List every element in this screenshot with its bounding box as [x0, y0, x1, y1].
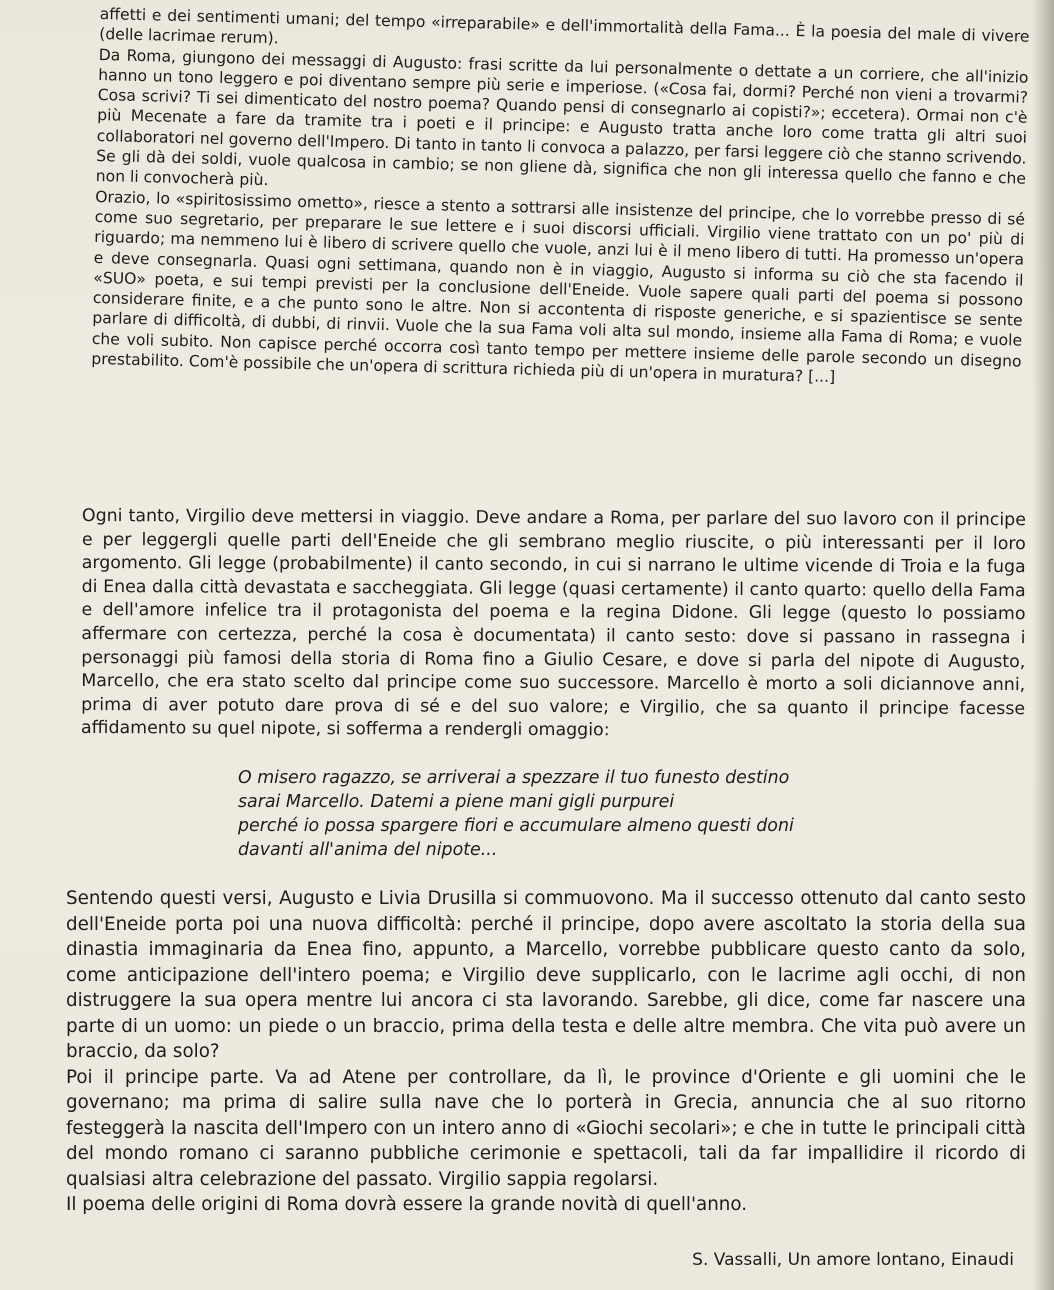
paragraph: affetti e dei sentimenti umani; del tempo «irreparabile» e dell'immortalità della Fama... È la poesia del male di vivere (delle lacrimae rerum).	[99, 4, 1030, 48]
poem-line: O misero ragazzo, se arriverai a spezzare il tuo funesto destino	[238, 768, 790, 788]
paragraph: Poi il principe parte. Va ad Atene per controllare, da lì, le province d'Oriente e gli uomini che le governano; ma prima di salire sulla nave che lo porterà in Grecia, annuncia che al suo ritorno festeggerà la nascita dell'Impero con un intero anno di «Giochi secolari»; e che in tutte le principali città del mondo romano ci saranno pubbliche cerimonie e spettacoli, tali da far impallidire il ricordo di qualsiasi altra celebrazione del passato. Virgilio sappia regolarsi.	[66, 1066, 1026, 1190]
poem-quote	[238, 766, 898, 862]
paragraph: Orazio, lo «spiritosissimo ometto», riesce a stento a sottrarsi alle insistenze del principe, che lo vorrebbe presso di sé come suo segretario, per preparare le sue lettere e i suoi discorsi ufficiali. Virgilio viene trattato con un po' più di riguardo; ma nemmeno lui è libero di scrivere quello che vuole, anzi lui è il meno libero di tutti. Ha promesso un'opera e deve consegnarla. Quasi ogni settimana, quando non è in viaggio, Augusto si informa su ciò che sta facendo il «SUO» poeta, e sui tempi previsti per la conclusione dell'Eneide. Vuole sapere quali parti del poema si possono considerare finite, e a che punto sono le altre. Non si accontenta di risposte generiche, e si spazientisce se sente parlare di difficoltà, di dubbi, di rinvii. Vuole che la sua Fama voli alta sul mondo, insieme alla Fama di Roma; e vuole che voli subito. Non capisce perché occorra così tanto tempo per mettere insieme delle parole secondo un disegno prestabilito. Com'è possibile che un'opera di scrittura richieda più di un'opera in muratura? [...]	[91, 187, 1026, 387]
poem-line: perché io possa spargere fiori e accumulare almeno questi doni	[238, 816, 794, 836]
paragraph: Sentendo questi versi, Augusto e Livia Drusilla si commuovono. Ma il successo ottenuto dal canto sesto dell'Eneide porta poi una nuova difficoltà: perché il principe, dopo avere ascoltato la storia della sua dinastia immaginaria da Enea fino, appunto, a Marcello, vorrebbe pubblicare questo canto da solo, come anticipazione dell'intero poema; e Virgilio deve supplicarlo, con le lacrime agli occhi, di non distruggere la sua opera mentre lui ancora ci sta lavorando. Sarebbe, gli dice, come far nascere una parte di un uomo: un piede o un braccio, prima della testa e delle altre membra. Che vita può avere un braccio, da solo?	[66, 888, 1026, 1062]
paragraph: Da Roma, giungono dei messaggi di Augusto: frasi scritte da lui personalmente o dettate a un corriere, che all'inizio hanno un tono leggero e poi diventano sempre più serie e imperiose. («Cosa fai, dormi? Perché non vieni a trovarmi? Cosa scrivi? Ti sei dimenticato del nostro poema? Quando pensi di consegnarlo ai copisti?»; eccetera). Ormai non c'è più Mecenate a fare da tramite tra i poeti e il principe: e Augusto tratta anche loro come tratta gli altri suoi collaboratori nel governo dell'Impero. Di tanto in tanto li convoca a palazzo, per farsi leggere ciò che stanno scrivendo. Se gli dà dei soldi, vuole qualcosa in cambio; se non gliene dà, significa che non gli interessa quello che fanno e che non li convocherà più.	[95, 45, 1029, 190]
paragraph: Ogni tanto, Virgilio deve mettersi in viaggio. Deve andare a Roma, per parlare del suo lavoro con il principe e per leggergli quelle parti dell'Eneide che gli sembrano meglio riuscite, o più interessanti per il loro argomento. Gli legge (probabilmente) il canto secondo, in cui si narrano le ultime vicende di Troia e la fuga di Enea dalla città devastata e saccheggiata. Gli legge (quasi certamente) il canto quarto: quello della Fama e dell'amore infelice tra il protagonista del poema e la regina Didone. Gli legge (questo lo possiamo affermare con certezza, perché la cosa è documentata) il canto sesto: dove si passano in rassegna i personaggi più famosi della storia di Roma fino a Giulio Cesare, e dove si parla del nipote di Augusto, Marcello, che era stato scelto dal principe come suo successore. Marcello è morto a soli diciannove anni, prima di aver potuto dare prova di sé e del suo valore; e Virgilio, che sa quanto il principe facesse affidamento su quel nipote, si sofferma a rendergli omaggio:	[80, 506, 1026, 741]
paragraph: Il poema delle origini di Roma dovrà essere la grande novità di quell'anno.	[66, 1194, 748, 1215]
source-citation: S. Vassalli, Un amore lontano, Einaudi	[692, 1250, 1014, 1270]
text-block-top	[91, 4, 1030, 392]
poem-line: davanti all'anima del nipote...	[238, 840, 498, 860]
text-block-middle	[81, 505, 1026, 745]
text-block-bottom	[66, 886, 1026, 1218]
poem-line: sarai Marcello. Datemi a piene mani gigli purpurei	[238, 792, 675, 812]
page-edge-shadow	[1032, 0, 1054, 1290]
